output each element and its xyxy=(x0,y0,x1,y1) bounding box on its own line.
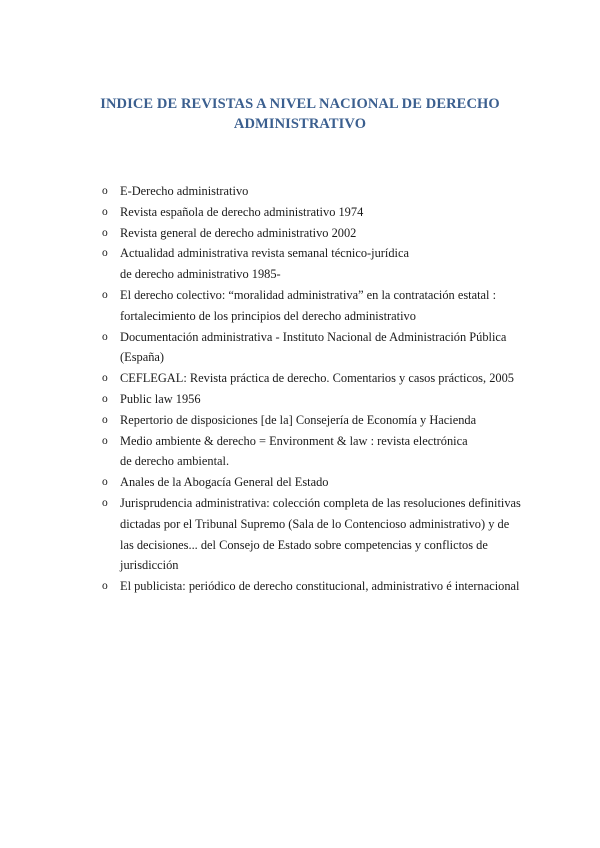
bullet-icon: o xyxy=(102,413,108,426)
journal-entry-text: Repertorio de disposiciones [de la] Consejería de Economía y Hacienda xyxy=(120,412,477,427)
document-title xyxy=(60,94,540,134)
journal-entry-text: CEFLEGAL: Revista práctica de derecho. Comentarios y casos prácticos, 2005 xyxy=(120,371,514,386)
journal-list-item xyxy=(0,223,600,244)
title-line: INDICE DE REVISTAS A NIVEL NACIONAL DE DERECHO xyxy=(100,96,500,112)
journal-entry-text: Actualidad administrativa revista semanal técnico-jurídica xyxy=(120,246,410,261)
journal-entry-text: de derecho administrativo 1985- xyxy=(120,267,281,282)
bullet-icon: o xyxy=(102,434,108,447)
journal-list-item xyxy=(0,472,600,493)
journal-entry-text: jurisdicción xyxy=(120,558,179,573)
journal-list-item xyxy=(0,202,600,223)
title-line: ADMINISTRATIVO xyxy=(233,116,367,132)
journal-list-item xyxy=(0,285,600,327)
journal-entry-text: dictadas por el Tribunal Supremo (Sala de lo Contencioso administrativo) y de xyxy=(120,516,510,531)
journal-entry-text: fortalecimiento de los principios del derecho administrativo xyxy=(120,308,416,323)
journal-entry-text: Revista española de derecho administrativo 1974 xyxy=(120,204,364,219)
journal-entry-text: Public law 1956 xyxy=(120,391,201,406)
bullet-icon: o xyxy=(102,372,108,385)
bullet-icon: o xyxy=(102,205,108,218)
bullet-icon: o xyxy=(102,392,108,405)
bullet-icon: o xyxy=(102,288,108,301)
bullet-icon: o xyxy=(102,476,108,489)
journal-list-item xyxy=(0,181,600,202)
bullet-icon: o xyxy=(102,226,108,239)
bullet-icon: o xyxy=(102,496,108,509)
journal-list-item xyxy=(0,368,600,389)
journal-list-item xyxy=(0,431,600,473)
journal-entry-text: El derecho colectivo: “moralidad administrativa” en la contratación estatal : xyxy=(120,287,497,302)
journal-entry-text: E-Derecho administrativo xyxy=(120,184,249,198)
journal-list-item xyxy=(0,410,600,431)
journal-list-item xyxy=(0,327,600,369)
bullet-icon: o xyxy=(102,247,108,260)
journal-entry-text: de derecho ambiental. xyxy=(120,454,230,469)
journal-list-item xyxy=(0,243,600,285)
journal-list xyxy=(0,181,600,597)
journal-list-item xyxy=(0,493,600,576)
journal-entry-text: Medio ambiente & derecho = Environment & law : revista electrónica xyxy=(120,433,468,448)
journal-entry-text: Revista general de derecho administrativo 2002 xyxy=(120,225,357,240)
journal-list-item xyxy=(0,576,600,597)
journal-entry-text: Jurisprudencia administrativa: colección completa de las resoluciones definitivas xyxy=(120,495,521,510)
journal-entry-text: Documentación administrativa - Instituto Nacional de Administración Pública xyxy=(120,329,507,344)
journal-entry-text: Anales de la Abogacía General del Estado xyxy=(120,475,329,490)
journal-list-item xyxy=(0,389,600,410)
journal-entry-text: El publicista: periódico de derecho constitucional, administrativo é internacional xyxy=(120,579,520,594)
bullet-icon: o xyxy=(102,580,108,593)
bullet-icon: o xyxy=(102,330,108,343)
journal-entry-text: (España) xyxy=(120,350,165,365)
journal-entry-text: las decisiones... del Consejo de Estado sobre competencias y conflictos de xyxy=(120,537,488,552)
bullet-icon: o xyxy=(102,185,108,197)
